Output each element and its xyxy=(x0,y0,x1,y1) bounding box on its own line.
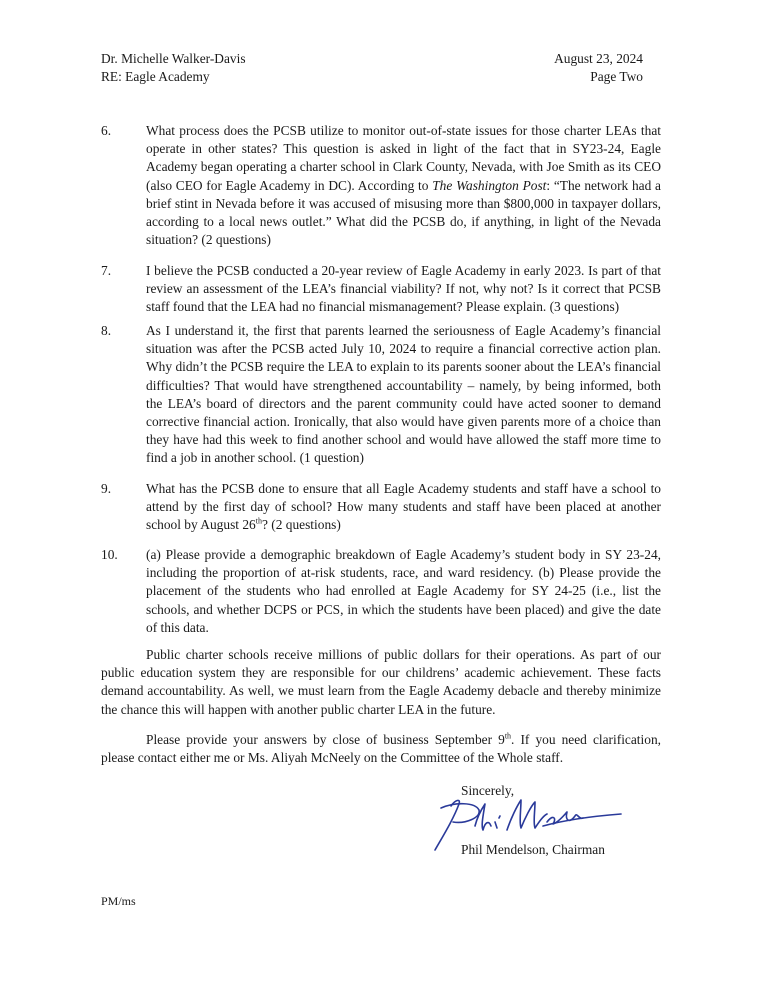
question-item-10 xyxy=(101,546,661,637)
item-number: 7. xyxy=(101,263,112,278)
typist-initials: PM/ms xyxy=(101,894,136,908)
signer-name-title: Phil Mendelson, Chairman xyxy=(461,842,605,857)
item-text: I believe the PCSB conducted a 20-year review of Eagle Academy in early 2023. Is part of that review an assessment of the LEA’s financial viability? If not, why not? Is it correct that PCSB staff found that the LEA had no financial mismanagement? Please explain. (3 questions) xyxy=(146,263,661,315)
letter-date: August 23, 2024 xyxy=(554,51,643,66)
item-text: As I understand it, the first that parents learned the seriousness of Eagle Academy’s financial situation was after the PCSB acted July 10, 2024 to require a financial corrective action plan. Why didn’t the PCSB require the LEA to explain to its parents sooner about the LEA’s financial difficulties? That would have strengthened accountability – namely, by being informed, both the LEA’s board of directors and the parent community could have acted sooner to demand corrective financial action. Ironically, that also would have given parents more of a choice than they have had this week to find another school and would have allowed the staff more time to find a job in another school. (1 question) xyxy=(146,323,661,466)
item-number: 8. xyxy=(101,323,112,338)
question-item-6 xyxy=(101,122,661,249)
item-text: What process does the PCSB utilize to monitor out-of-state issues for those charter LEAs that operate in other states? This question is asked in light of the fact that in SY23-24, Eagle Academy began operating a charter school in Clark County, Nevada, with Joe Smith as its CEO (also CEO for Eagle Academy in DC). According to The Washington Post: “The network had a brief stint in Nevada before it was accused of misusing more than $800,000 in taxpayer dollars, according to a local news outlet.” What did the PCSB do, if anything, in light of the Nevada situation? (2 questions) xyxy=(146,123,662,248)
item-number: 10. xyxy=(101,547,118,562)
closing-paragraph-request: Please provide your answers by close of business September 9th. If you need clarification, please contact either me or Ms. Aliyah McNeely on the Committee of the Whole staff. xyxy=(101,731,661,766)
subject-line: RE: Eagle Academy xyxy=(101,69,210,84)
item-number: 9. xyxy=(101,481,112,496)
question-item-7 xyxy=(101,262,661,317)
question-item-9 xyxy=(101,480,661,535)
item-text: What has the PCSB done to ensure that all Eagle Academy students and staff have a school to attend by the first day of school? How many students and staff have been placed at another school by August 26th? (2 questions) xyxy=(146,481,661,533)
item-text: (a) Please provide a demographic breakdown of Eagle Academy’s student body in SY 23-24, including the proportion of at-risk students, race, and ward residency. (b) Please provide the placement of the students who had enrolled at Eagle Academy for SY 24-25 (i.e., list the schools, and whether DCPS or PCS, in which the students have been placed) and give the date of this data. xyxy=(146,547,661,635)
letter-header-left xyxy=(101,50,246,86)
page-number: Page Two xyxy=(590,69,643,84)
closing-paragraph-accountability: Public charter schools receive millions of public dollars for their operations. As part of our public education system they are responsible for our childrens’ academic achievement. These facts demand accountability. As well, we must learn from the Eagle Academy debacle and thereby minimize the chance this will happen with another public charter LEA in the future. xyxy=(101,647,661,717)
complimentary-close: Sincerely, xyxy=(461,783,515,798)
item-number: 6. xyxy=(101,123,112,138)
letter-header-right xyxy=(554,50,643,86)
publication-title: The Washington Post xyxy=(432,177,547,193)
question-item-8 xyxy=(101,322,661,468)
recipient-name: Dr. Michelle Walker-Davis xyxy=(101,51,246,66)
